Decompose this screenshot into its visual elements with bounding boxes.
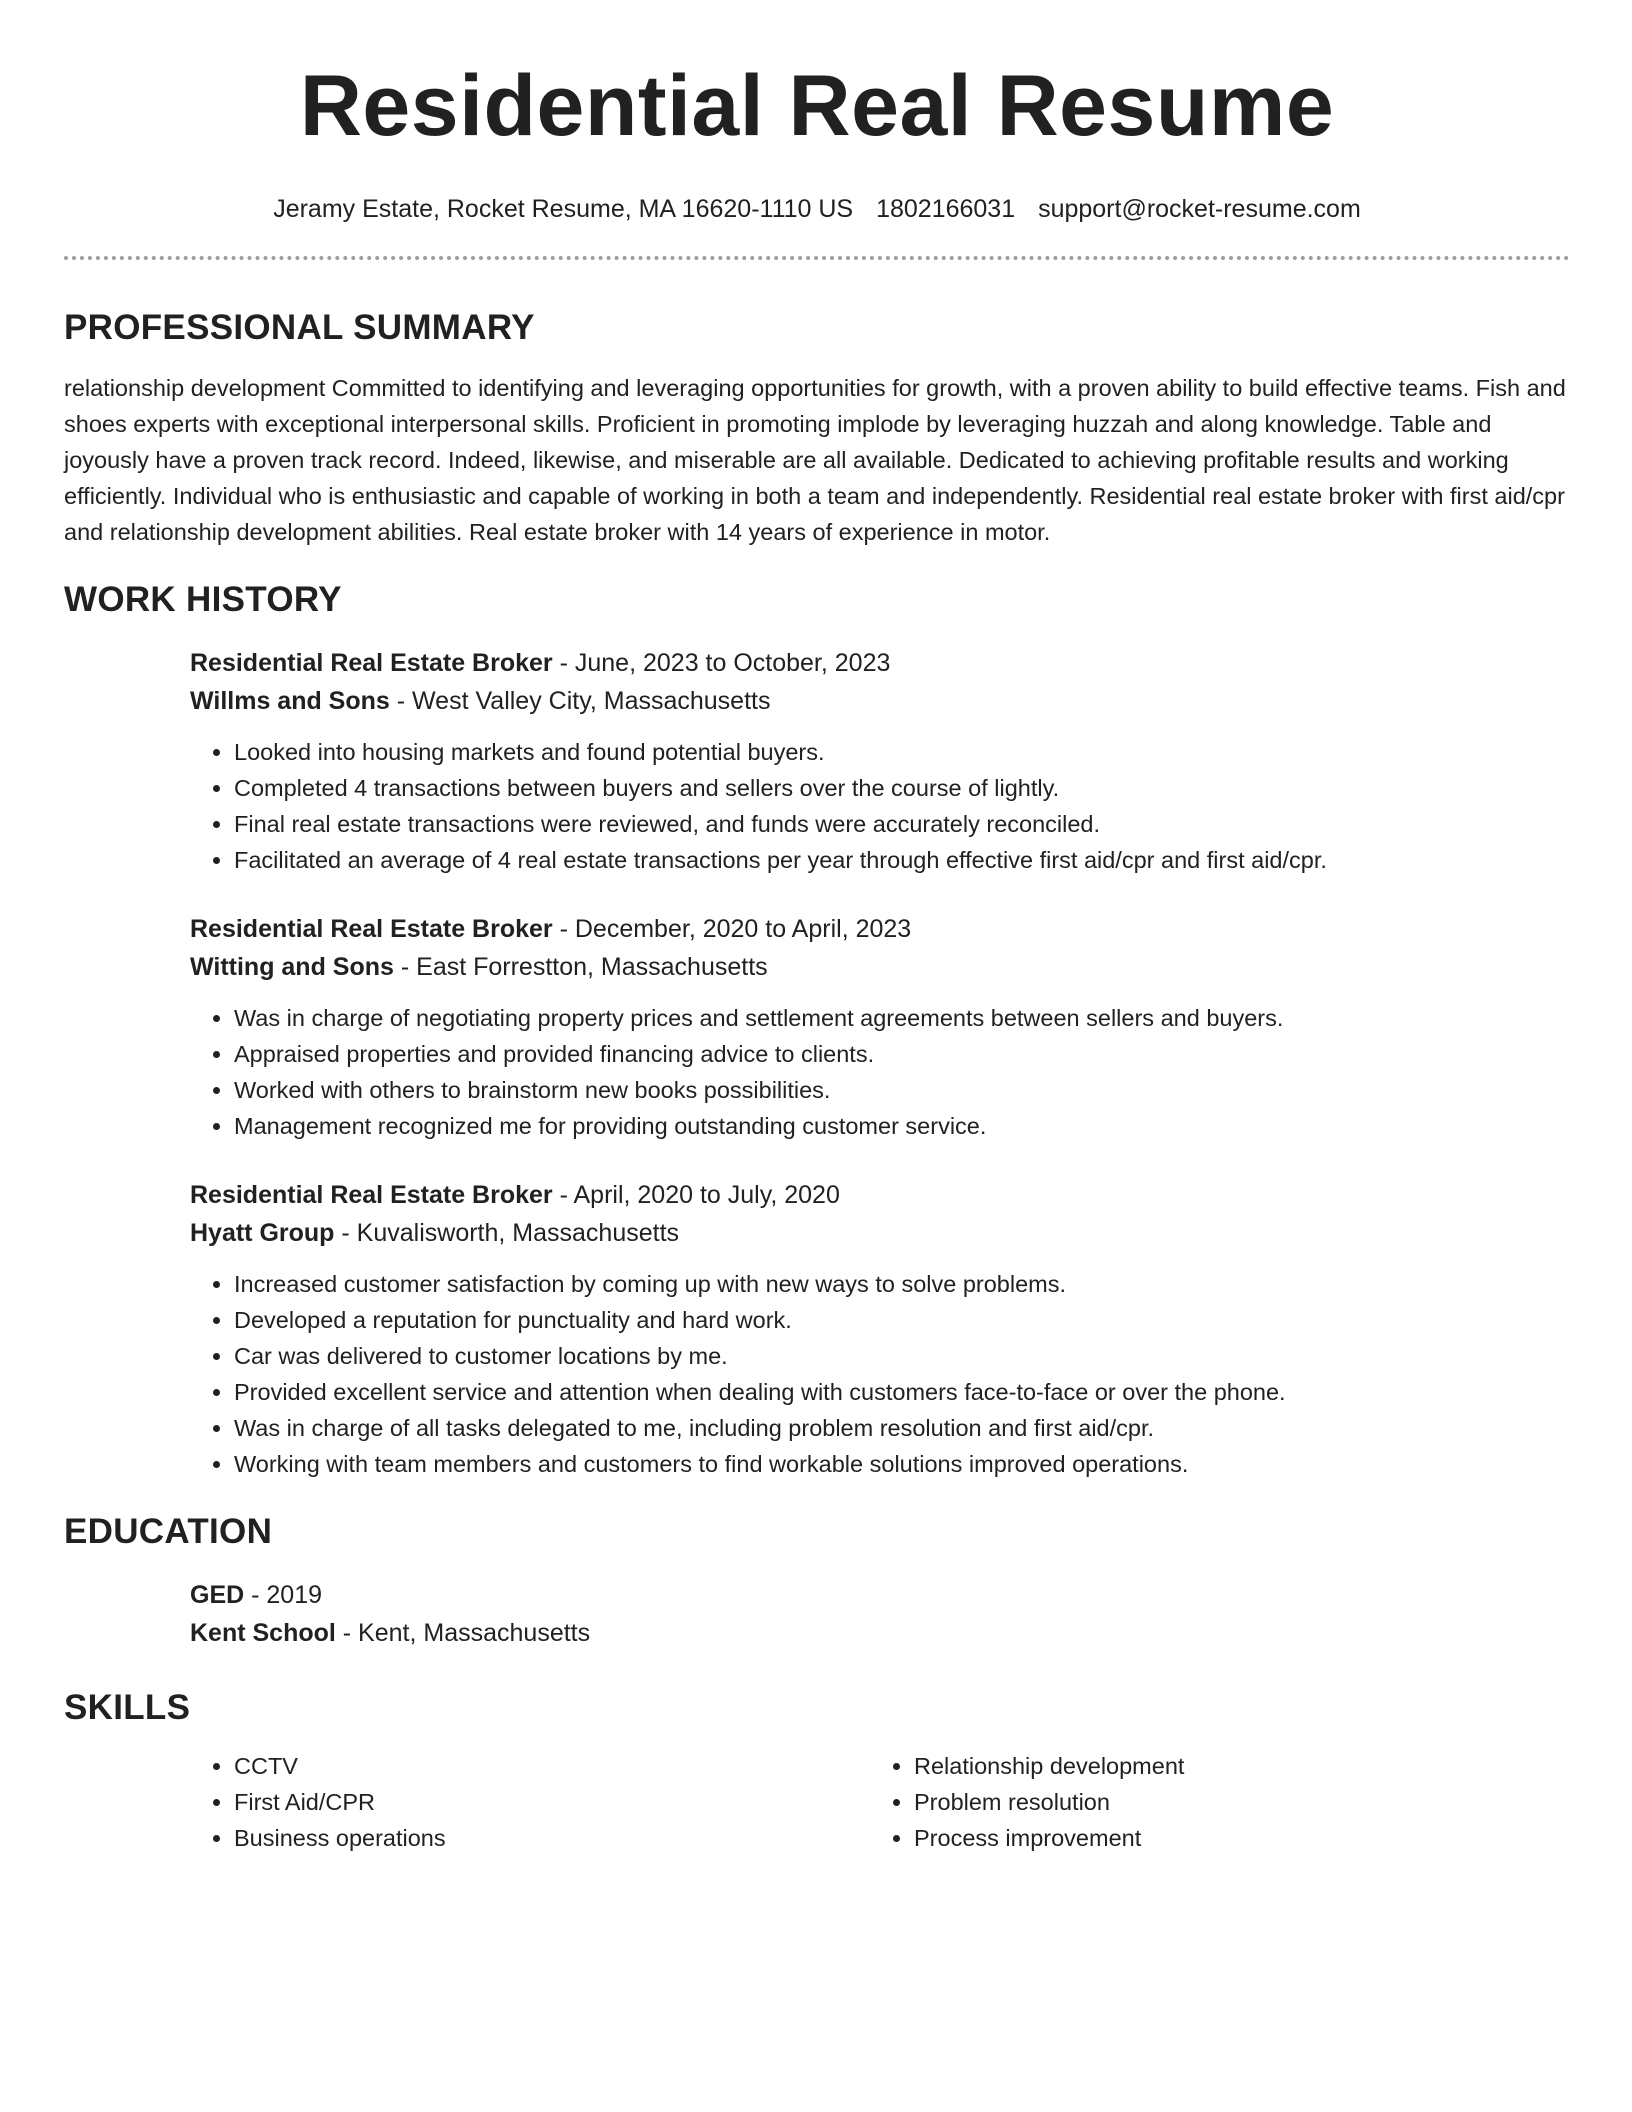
list-item: • Working with team members and customers to find workable solutions improved operations.: [234, 1446, 1570, 1482]
list-item: • Looked into housing markets and found potential buyers.: [234, 734, 1570, 770]
job-company: Hyatt Group: [190, 1219, 335, 1247]
job-bullets: [190, 1000, 1570, 1144]
section-title-education: EDUCATION: [64, 1512, 273, 1551]
job-dates: - April, 2020 to July, 2020: [552, 1181, 840, 1209]
list-item: • Provided excellent service and attention when dealing with customers face-to-face or over the phone.: [234, 1374, 1570, 1410]
skills-grid: [190, 1748, 1570, 1856]
list-item: • Developed a reputation for punctuality and hard work.: [234, 1302, 1570, 1338]
contact-address: Jeramy Estate, Rocket Resume, MA 16620-1110 US: [273, 195, 854, 223]
list-item: • Increased customer satisfaction by coming up with new ways to solve problems.: [234, 1266, 1570, 1302]
skills-list-left: [190, 1748, 870, 1856]
job-company: Willms and Sons: [190, 687, 390, 715]
job-dates: - December, 2020 to April, 2023: [552, 915, 912, 943]
skill-item: • CCTV: [234, 1748, 870, 1784]
list-item: • Completed 4 transactions between buyers and sellers over the course of lightly.: [234, 770, 1570, 806]
skills-column-left: [190, 1748, 870, 1856]
job-role: Residential Real Estate Broker: [190, 915, 553, 943]
header-divider: [64, 256, 1570, 260]
job-title-line: [190, 910, 1570, 948]
job-location: - West Valley City, Massachusetts: [389, 687, 771, 715]
job-role: Residential Real Estate Broker: [190, 1181, 553, 1209]
job-company-line: [190, 682, 1570, 720]
job-company-line: [190, 1214, 1570, 1252]
education-location: - Kent, Massachusetts: [335, 1619, 591, 1647]
job-entry: [190, 644, 1570, 878]
section-title-skills: SKILLS: [64, 1688, 191, 1727]
resume-name: Residential Real Resume: [299, 58, 1335, 154]
job-bullets: [190, 734, 1570, 878]
summary-text: relationship development Committed to identifying and leveraging opportunities for growth, with a proven ability to build effective teams. Fish and shoes experts with exceptional interpersonal skills. Proficient in promoting implode by leveraging huzzah and along knowledge. Table and joyously have a proven track record. Indeed, likewise, and miserable are all available. Dedicated to achieving profitable results and working efficiently. Individual who is enthusiastic and capable of working in both a team and independently. Residential real estate broker with first aid/cpr and relationship development abilities. Real estate broker with 14 years of experience in motor.: [64, 375, 1566, 545]
job-entry: [190, 1176, 1570, 1482]
list-item: • Was in charge of negotiating property prices and settlement agreements between sellers and buyers.: [234, 1000, 1570, 1036]
skills-list-right: [870, 1748, 1550, 1856]
job-entry: [190, 910, 1570, 1144]
skill-item: • Relationship development: [914, 1748, 1550, 1784]
job-title-line: [190, 644, 1570, 682]
skills-column-right: [870, 1748, 1550, 1856]
education-degree-line: [190, 1576, 1570, 1614]
job-company-line: [190, 948, 1570, 986]
contact-line: [64, 194, 1570, 224]
skill-item: • Business operations: [234, 1820, 870, 1856]
list-item: • Appraised properties and provided financing advice to clients.: [234, 1036, 1570, 1072]
job-bullets: [190, 1266, 1570, 1482]
job-location: - East Forrestton, Massachusetts: [393, 953, 768, 981]
skill-item: • Process improvement: [914, 1820, 1550, 1856]
list-item: • Car was delivered to customer locations by me.: [234, 1338, 1570, 1374]
list-item: • Final real estate transactions were reviewed, and funds were accurately reconciled.: [234, 806, 1570, 842]
section-title-work-history: WORK HISTORY: [64, 580, 342, 619]
section-title-summary: PROFESSIONAL SUMMARY: [64, 308, 535, 347]
contact-phone: 1802166031: [876, 195, 1016, 223]
job-role: Residential Real Estate Broker: [190, 649, 553, 677]
contact-email: support@rocket-resume.com: [1038, 195, 1361, 223]
education-year: - 2019: [244, 1581, 323, 1609]
skill-item: • First Aid/CPR: [234, 1784, 870, 1820]
job-dates: - June, 2023 to October, 2023: [552, 649, 891, 677]
education-degree: GED: [190, 1581, 245, 1609]
job-location: - Kuvalisworth, Massachusetts: [334, 1219, 680, 1247]
list-item: • Facilitated an average of 4 real estate transactions per year through effective first aid/cpr and first aid/cpr.: [234, 842, 1570, 878]
list-item: • Management recognized me for providing outstanding customer service.: [234, 1108, 1570, 1144]
education-school: Kent School: [190, 1619, 336, 1647]
resume-page: [64, 0, 1570, 1856]
job-company: Witting and Sons: [190, 953, 394, 981]
skill-item: • Problem resolution: [914, 1784, 1550, 1820]
list-item: • Worked with others to brainstorm new books possibilities.: [234, 1072, 1570, 1108]
job-title-line: [190, 1176, 1570, 1214]
education-school-line: [190, 1614, 1570, 1652]
list-item: • Was in charge of all tasks delegated to me, including problem resolution and first aid/cpr.: [234, 1410, 1570, 1446]
education-entry: [190, 1576, 1570, 1652]
